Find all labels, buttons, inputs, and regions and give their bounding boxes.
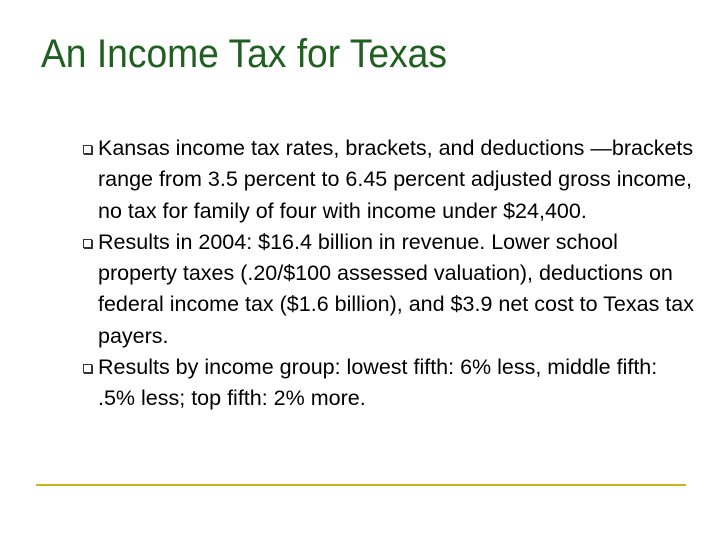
bullet-item xyxy=(0,133,720,227)
bullet-item xyxy=(0,227,720,352)
bullet-text: Kansas income tax rates, brackets, and deductions —brackets range from 3.5 percent to 6.45 percent adjusted gross income, no tax for family of four with income under $24,400. xyxy=(98,136,694,223)
bullet-item xyxy=(0,352,720,415)
footer-divider xyxy=(36,484,686,486)
hollow-square-icon xyxy=(83,364,92,373)
slide-title: An Income Tax for Texas xyxy=(41,32,447,76)
bullet-text: Results by income group: lowest fifth: 6% less, middle fifth: .5% less; top fifth: 2% more. xyxy=(98,355,658,411)
bullet-text: Results in 2004: $16.4 billion in revenue. Lower school property taxes (.20/$100 assessed valuation), deductions on federal income tax ($1.6 billion), and $3.9 net cost to Texas tax payers. xyxy=(98,229,694,348)
hollow-square-icon xyxy=(83,239,92,248)
bullet-list xyxy=(0,133,720,415)
hollow-square-icon xyxy=(83,145,92,154)
